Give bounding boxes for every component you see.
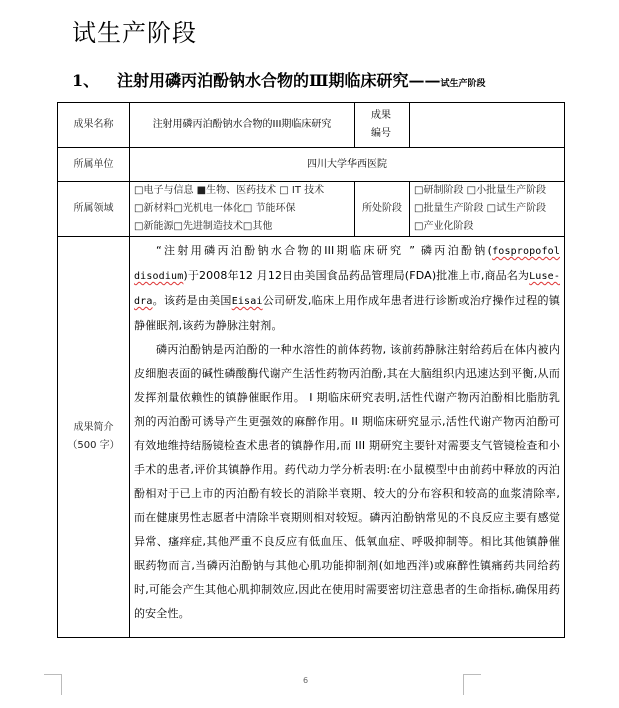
- misspelled-word: Eisai: [231, 296, 263, 307]
- stage-options: [410, 182, 565, 237]
- code-value: [410, 103, 565, 148]
- summary-label-cell: [58, 237, 130, 638]
- page-number: 6: [303, 676, 309, 685]
- summary-paragraph-1: [134, 239, 560, 338]
- section-title: 注射用磷丙泊酚钠水合物的Ⅲ期临床研究——: [117, 71, 441, 90]
- field-options: [130, 182, 355, 237]
- stage-option-line[interactable]: □研制阶段 □小批量生产阶段: [414, 185, 547, 196]
- page-corner-mark-right: [463, 674, 481, 695]
- unit-value: 四川大学华西医院: [130, 148, 565, 182]
- row-field: [58, 182, 565, 237]
- unit-label: 所属单位: [58, 148, 130, 182]
- achievement-table: [57, 102, 565, 638]
- name-label: 成果名称: [58, 103, 130, 148]
- stage-option-line[interactable]: □产业化阶段: [414, 221, 474, 232]
- summary-paragraph-2: 磷丙泊酚钠是丙泊酚的一种水溶性的前体药物, 该前药静脉注射给药后在体内被内皮细胞表面的碱性磷酸酶代谢产生活性药物丙泊酚,其在大脑组织内迅速达到平衡,从而发挥剂量依赖性的镇静催眠作用。 I 期临床研究表明,活性代谢产物丙泊酚相比脂肪乳剂的丙泊酚可诱导产生更强效的麻醉作用。II 期临床研究显示,活性代谢产物丙泊酚可有效地维持结肠镜检查术患者的镇静作用,而 III 期研究主要针对需要支气管镜检查和小手术的患者,评价其镇静作用。药代动力学分析表明:在小鼠模型中由前药中释放的丙泊酚相对于已上市的丙泊酚有较长的消除半衰期、较大的分布容积和较高的血浆清除率,而在健康男性志愿者中清除半衰期则相对较短。磷丙泊酚钠常见的不良反应主要有感觉异常、瘙痒症,其他严重不良反应有低血压、低氧血症、呼吸抑制等。相比其他镇静催眠药物而言,当磷丙泊酚钠与其他心肌功能抑制剂(如地西泮)或麻醉性镇痛药共同给药时,可能会产生其他心肌抑制效应,因此在使用时需要密切注意患者的生命指标,确保用药的安全性。: [134, 343, 560, 620]
- summary-sublabel: （500 字）: [67, 440, 120, 451]
- field-option-line[interactable]: □新材料□光机电一体化□ 节能环保: [134, 203, 296, 214]
- page-corner-mark-left: [44, 674, 62, 695]
- summary-label: 成果简介: [73, 422, 114, 433]
- section-subtitle: 试生产阶段: [440, 79, 486, 89]
- code-label: [355, 103, 410, 148]
- text-run: 。该药是由美国: [152, 294, 232, 307]
- stage-label: 所处阶段: [355, 182, 410, 237]
- field-option-line[interactable]: □新能源□先进制造技术□其他: [134, 221, 273, 232]
- code-label-text: 成果编号: [371, 110, 391, 139]
- field-label: 所属领域: [58, 182, 130, 237]
- name-value: 注射用磷丙泊酚钠水合物的III期临床研究: [130, 103, 355, 148]
- misspelled-word: Luse- dra: [134, 271, 560, 307]
- text-run: “注射用磷丙泊酚钠水合物的III期临床研究 ” 磷丙泊酚钠(: [156, 244, 493, 257]
- text-run: )于2008年12 月12日由美国食品药品管理局(FDA)批准上市,商品名为: [183, 269, 530, 282]
- text-run: 公司研发,临床上用作成年患者进行诊断或治疗操作过程的镇静催眠剂,该药为静脉注射剂。: [134, 294, 560, 332]
- section-heading: [72, 68, 486, 91]
- misspelled-word: fospropofol disodium: [134, 246, 560, 282]
- row-name: [58, 103, 565, 148]
- field-option-line[interactable]: □电子与信息 ■生物、医药技术 □ IT 技术: [134, 185, 325, 196]
- page-heading: 试生产阶段: [72, 19, 197, 47]
- section-number: 1、: [72, 71, 100, 90]
- stage-option-line[interactable]: □批量生产阶段 □试生产阶段: [414, 203, 547, 214]
- summary-text: [130, 237, 565, 638]
- row-unit: [58, 148, 565, 182]
- row-summary: [58, 237, 565, 638]
